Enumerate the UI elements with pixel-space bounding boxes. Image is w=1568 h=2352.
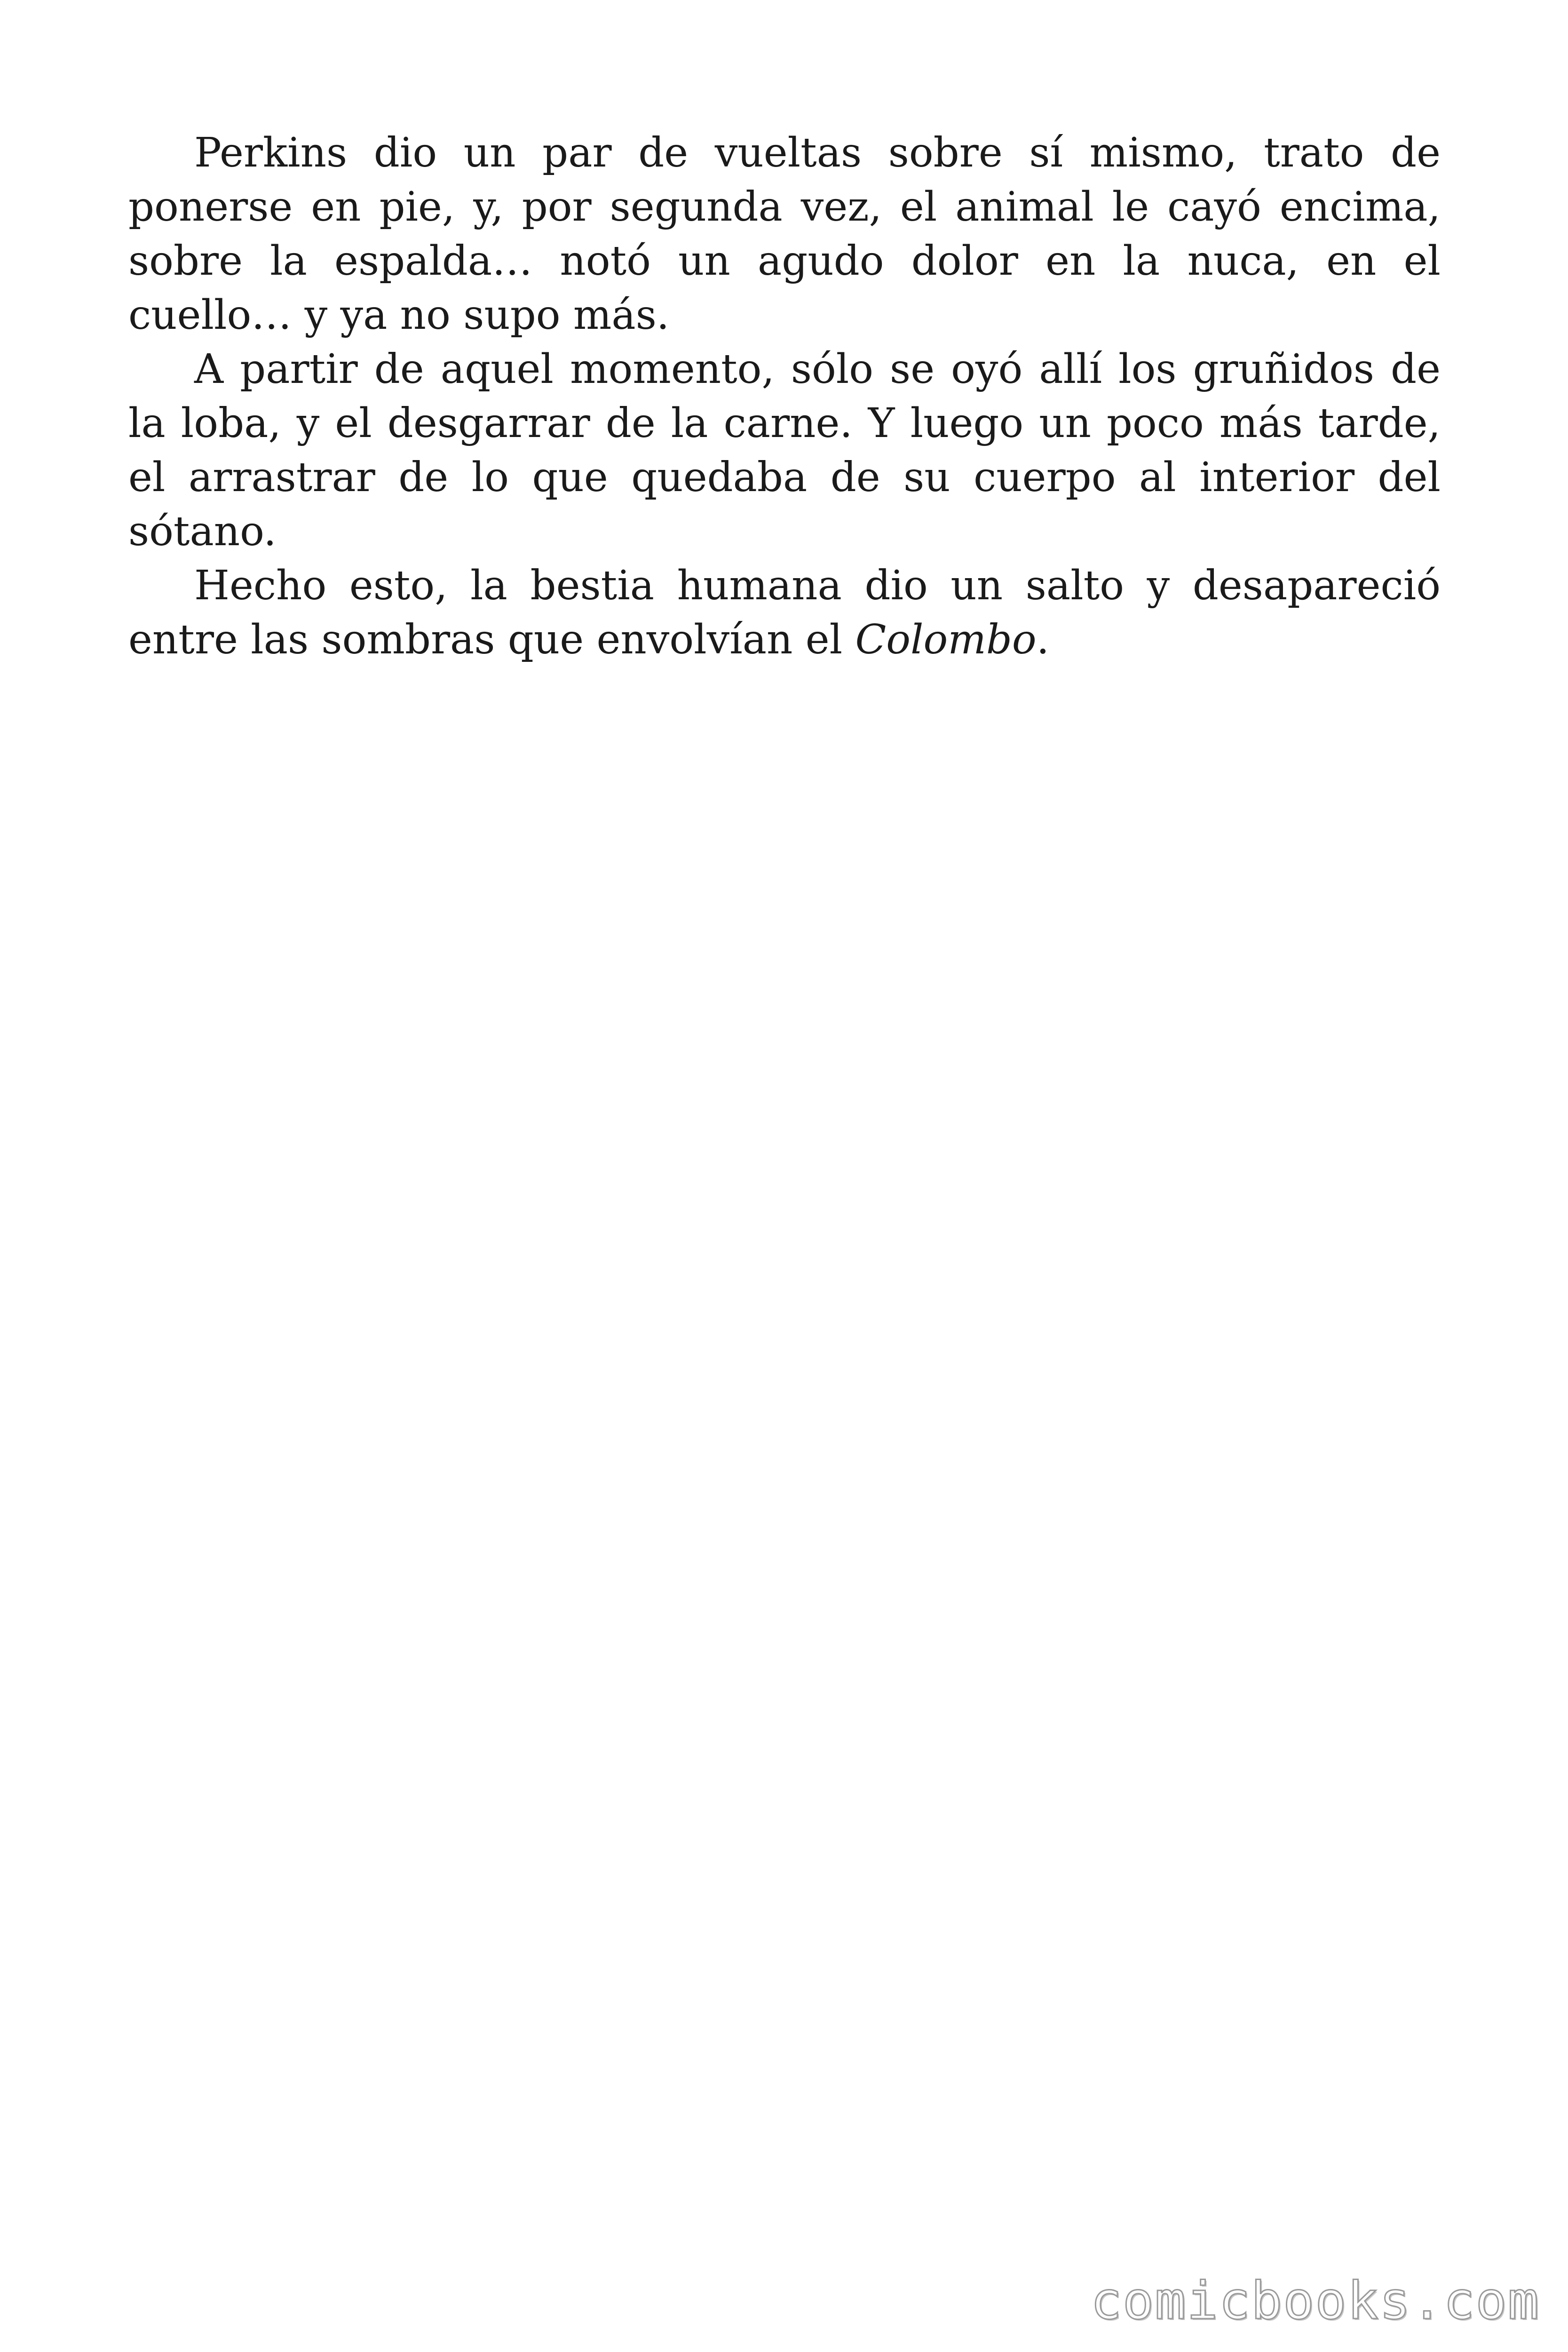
body-text: [128, 126, 1441, 667]
watermark-logo: comicbooks.com: [1090, 2271, 1540, 2331]
paragraph-3: [128, 559, 1441, 667]
paragraph-3-end: .: [1036, 616, 1050, 663]
paragraph-2: A partir de aquel momento, sólo se oyó allí los gruñidos de la loba, y el desgarrar de la carne. Y luego un poco más tarde, el arrastrar de lo que quedaba de su cuerpo al interior del sótano.: [128, 346, 1441, 555]
paragraph-1: Perkins dio un par de vueltas sobre sí mismo, trato de ponerse en pie, y, por segunda vez, el animal le cayó encima, sobre la espalda… notó un agudo dolor en la nuca, en el cuello… y ya no supo más.: [128, 129, 1441, 339]
paragraph-3-italic-title: Colombo: [855, 616, 1037, 663]
paragraph-3-text: Hecho esto, la bestia humana dio un salto y desapareció entre las sombras que envolvían el: [128, 562, 1441, 663]
